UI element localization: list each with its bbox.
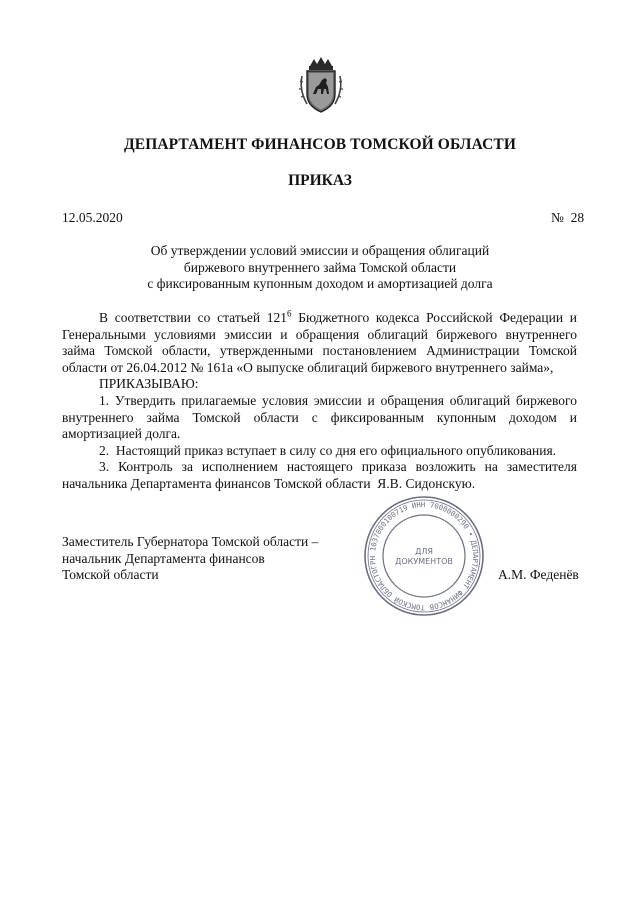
order-item: 1. Утвердить прилагаемые условия эмиссии и обращения облигаций биржевого внутреннего займа Томской области с фиксированным купонным доходом и амортизацией долга. xyxy=(62,392,577,442)
order-number: № 28 xyxy=(551,210,585,225)
department-title: ДЕПАРТАМЕНТ ФИНАНСОВ ТОМСКОЙ ОБЛАСТИ xyxy=(124,136,516,153)
subject-line: с фиксированным купонным доходом и амортизацией долга xyxy=(147,276,493,291)
subject-line: Об утверждении условий эмиссии и обращения облигаций xyxy=(150,243,490,258)
signatory-title xyxy=(62,534,318,584)
svg-text:ОГРН 1037000100719 ИНН 7000000 xyxy=(362,494,486,618)
stamp-ring-text: ОГРН 1037000100719 ИНН 7000000290 • ДЕПАРТАМЕНТ ФИНАНСОВ ТОМСКОЙ ОБЛАСТИ xyxy=(367,499,481,613)
order-body xyxy=(62,308,581,493)
subject-line: биржевого внутреннего займа Томской области xyxy=(183,259,457,275)
order-word: ПРИКАЗЫВАЮ: xyxy=(99,376,199,392)
stamp-center-line: ДЛЯ xyxy=(415,547,433,556)
signatory-name: А.М. Феденёв xyxy=(498,567,579,582)
order-subject xyxy=(120,243,520,293)
signatory-title-line: Заместитель Губернатора Томской области – xyxy=(62,534,319,549)
signatory-title-line: Томской области xyxy=(62,567,159,582)
order-item: 2. Настоящий приказ вступает в силу со дня его официального опубликования. xyxy=(99,442,557,458)
signatory-title-line: начальник Департамента финансов xyxy=(62,550,265,566)
preamble-paragraph: В соответствии со статьей $121^6$ Бюджетного кодекса Российской Федерации и Генеральными условиями эмиссии и обращения облигаций биржевого внутреннего займа Томской области, утвержденными постановлением Администрации Томской области от 26.04.2012 № 161а «О выпуске облигаций биржевого внутреннего займа», xyxy=(62,308,578,375)
stamp-center-line: ДОКУМЕНТОВ xyxy=(395,557,453,566)
tomsk-coat-of-arms-icon xyxy=(298,56,344,114)
order-item: 3. Контроль за исполнением настоящего приказа возложить на заместителя начальника Департамента финансов Томской области Я.В. Сидонскую. xyxy=(62,459,581,491)
document-type-title: ПРИКАЗ xyxy=(288,172,352,189)
order-date: 12.05.2020 xyxy=(62,210,123,225)
official-stamp xyxy=(362,494,486,618)
